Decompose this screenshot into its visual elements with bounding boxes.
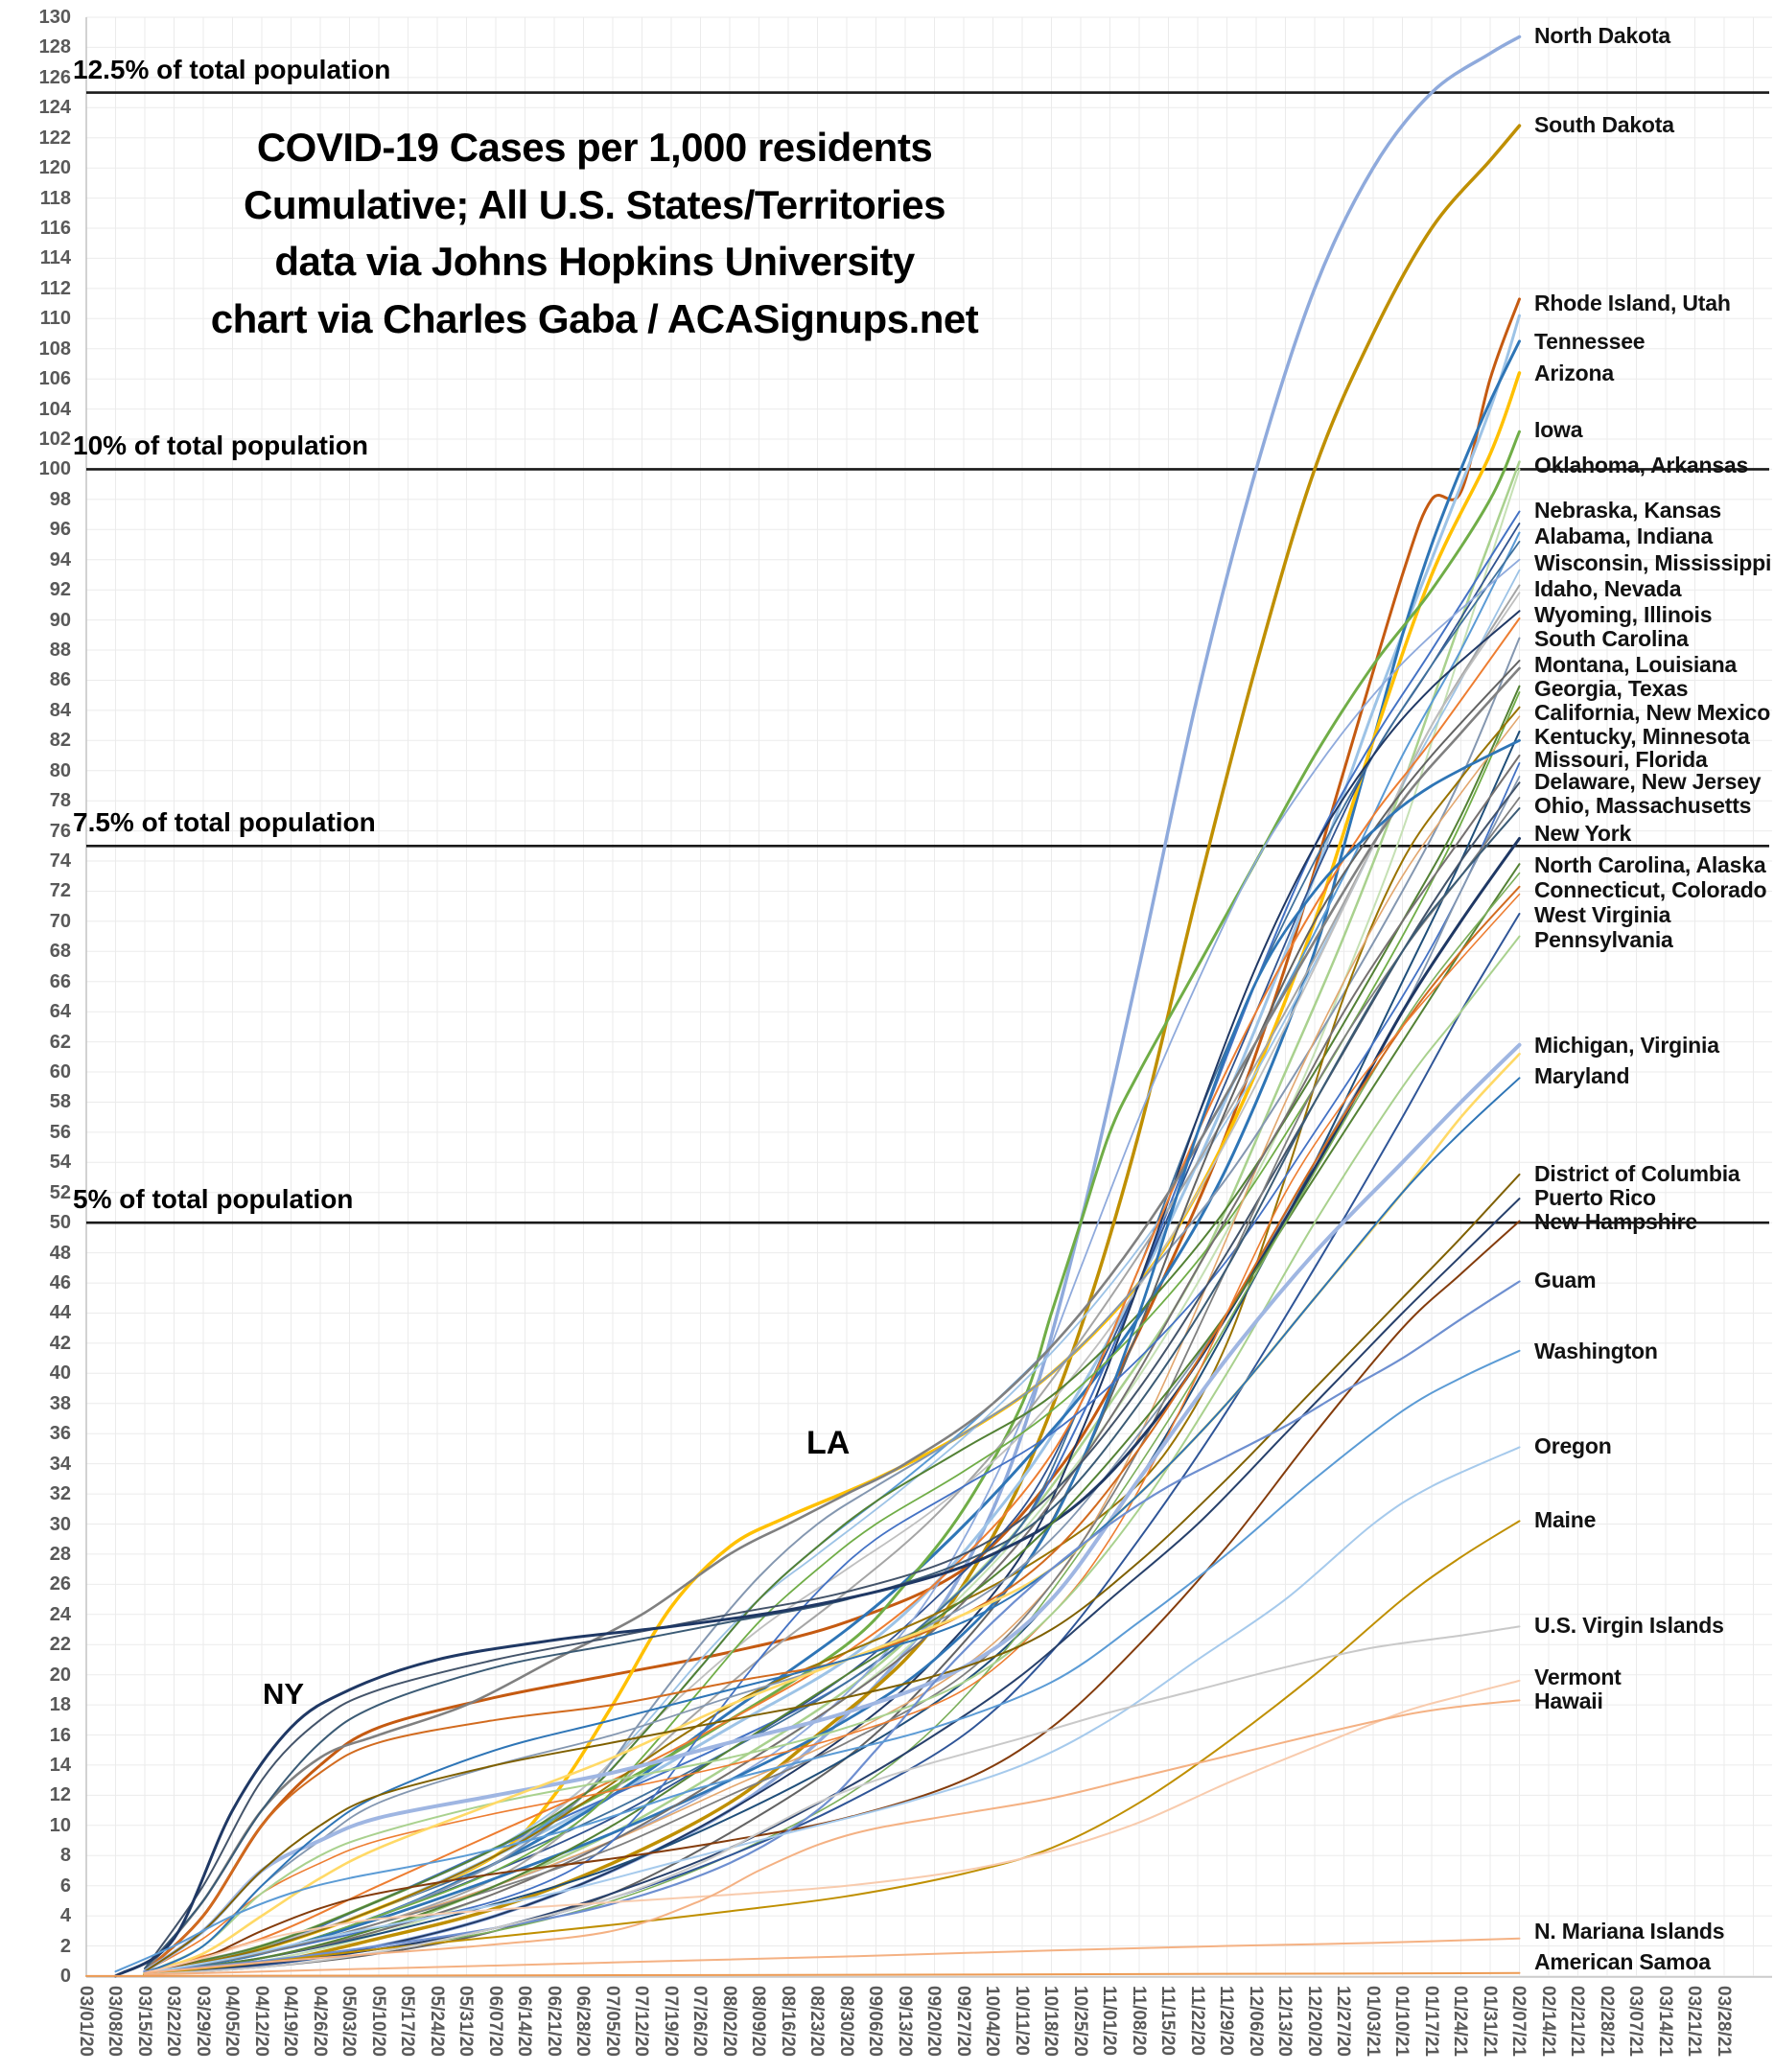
- state-label: Arizona: [1534, 361, 1614, 385]
- x-tick-10/18/20: 10/18/20: [1040, 1986, 1061, 2057]
- y-tick-20: 20: [49, 1665, 71, 1686]
- state-label: Maryland: [1534, 1063, 1630, 1088]
- state-label: Maine: [1534, 1507, 1597, 1532]
- y-tick-34: 34: [49, 1454, 71, 1475]
- state-label: Washington: [1534, 1339, 1658, 1363]
- y-tick-96: 96: [49, 519, 71, 540]
- line-missouri: [145, 756, 1520, 1973]
- x-tick-03/01/20: 03/01/20: [76, 1986, 96, 2057]
- state-label: North Carolina, Alaska: [1534, 852, 1766, 877]
- y-tick-38: 38: [49, 1393, 71, 1414]
- x-tick-03/08/20: 03/08/20: [105, 1986, 125, 2057]
- x-tick-04/12/20: 04/12/20: [251, 1986, 271, 2057]
- annotation-ny: NY: [263, 1677, 305, 1711]
- y-tick-120: 120: [38, 157, 71, 178]
- x-tick-09/13/20: 09/13/20: [895, 1986, 915, 2057]
- state-label: Pennsylvania: [1534, 927, 1673, 952]
- x-tick-10/04/20: 10/04/20: [982, 1986, 1002, 2057]
- reference-label: 10% of total population: [73, 431, 368, 460]
- state-label: Idaho, Nevada: [1534, 576, 1682, 601]
- state-label: Tennessee: [1534, 329, 1646, 354]
- y-tick-64: 64: [49, 1001, 71, 1022]
- x-tick-08/30/20: 08/30/20: [836, 1986, 856, 2057]
- y-tick-44: 44: [49, 1302, 71, 1323]
- y-tick-8: 8: [59, 1845, 71, 1866]
- line-wisconsin: [145, 560, 1520, 1973]
- x-tick-02/14/21: 02/14/21: [1538, 1986, 1558, 2057]
- state-label: Kentucky, Minnesota: [1534, 724, 1750, 749]
- state-label: North Dakota: [1534, 23, 1671, 48]
- chart-title-line-2: Cumulative; All U.S. States/Territories: [243, 181, 946, 227]
- state-label: Hawaii: [1534, 1688, 1603, 1713]
- state-label: Connecticut, Colorado: [1534, 877, 1767, 902]
- y-tick-36: 36: [49, 1423, 71, 1444]
- line-california: [145, 708, 1520, 1973]
- state-label: Missouri, Florida: [1534, 747, 1708, 772]
- y-tick-62: 62: [49, 1032, 71, 1053]
- x-tick-09/27/20: 09/27/20: [953, 1986, 973, 2057]
- y-tick-0: 0: [59, 1966, 71, 1987]
- state-label: Puerto Rico: [1534, 1185, 1656, 1210]
- y-tick-4: 4: [59, 1905, 71, 1926]
- y-tick-52: 52: [49, 1182, 71, 1203]
- y-tick-100: 100: [38, 458, 71, 479]
- y-tick-30: 30: [49, 1514, 71, 1535]
- y-tick-126: 126: [38, 67, 71, 88]
- x-tick-03/14/21: 03/14/21: [1655, 1986, 1675, 2057]
- chart-title-line-1: COVID-19 Cases per 1,000 residents: [256, 125, 933, 170]
- state-label: South Dakota: [1534, 112, 1674, 137]
- state-label: District of Columbia: [1534, 1161, 1740, 1186]
- x-tick-02/07/21: 02/07/21: [1508, 1986, 1529, 2057]
- reference-label: 5% of total population: [73, 1184, 354, 1214]
- state-label: West Virginia: [1534, 902, 1671, 927]
- state-label: Vermont: [1534, 1665, 1622, 1689]
- x-tick-04/19/20: 04/19/20: [280, 1986, 300, 2057]
- x-tick-11/01/20: 11/01/20: [1099, 1986, 1119, 2056]
- x-tick-04/26/20: 04/26/20: [310, 1986, 330, 2057]
- reference-label: 12.5% of total population: [73, 55, 391, 84]
- chart-title-line-3: data via Johns Hopkins University: [274, 239, 915, 285]
- y-tick-104: 104: [38, 399, 71, 420]
- x-tick-06/07/20: 06/07/20: [485, 1986, 505, 2057]
- x-tick-11/08/20: 11/08/20: [1129, 1986, 1149, 2056]
- chart-title: [115, 119, 1074, 348]
- state-label: New York: [1534, 821, 1632, 846]
- y-tick-42: 42: [49, 1333, 71, 1354]
- y-tick-98: 98: [49, 489, 71, 510]
- y-tick-24: 24: [49, 1604, 71, 1625]
- y-tick-28: 28: [49, 1544, 71, 1565]
- y-tick-106: 106: [38, 368, 71, 389]
- x-tick-02/21/21: 02/21/21: [1567, 1986, 1587, 2057]
- x-tick-07/26/20: 07/26/20: [689, 1986, 710, 2057]
- x-tick-08/23/20: 08/23/20: [806, 1986, 827, 2057]
- state-label: Rhode Island, Utah: [1534, 291, 1731, 315]
- y-tick-54: 54: [49, 1152, 71, 1173]
- y-tick-88: 88: [49, 640, 71, 661]
- y-tick-80: 80: [49, 760, 71, 781]
- state-label: Iowa: [1534, 417, 1583, 442]
- state-label: Michigan, Virginia: [1534, 1033, 1719, 1058]
- line-montana: [145, 661, 1520, 1974]
- y-tick-114: 114: [39, 247, 71, 268]
- x-tick-12/27/20: 12/27/20: [1333, 1986, 1353, 2057]
- y-tick-108: 108: [38, 338, 71, 360]
- y-tick-94: 94: [49, 549, 71, 570]
- state-label: Delaware, New Jersey: [1534, 769, 1762, 794]
- y-tick-90: 90: [49, 610, 71, 631]
- y-tick-82: 82: [49, 730, 71, 751]
- y-tick-40: 40: [49, 1362, 71, 1384]
- x-tick-08/16/20: 08/16/20: [778, 1986, 798, 2057]
- y-tick-66: 66: [49, 971, 71, 992]
- line-alaska: [145, 873, 1520, 1973]
- y-tick-86: 86: [49, 669, 71, 690]
- y-tick-72: 72: [49, 880, 71, 901]
- chart-title-line-4: chart via Charles Gaba / ACASignups.net: [210, 295, 979, 341]
- x-tick-05/03/20: 05/03/20: [338, 1986, 359, 2057]
- y-tick-6: 6: [59, 1875, 71, 1897]
- x-tick-03/22/20: 03/22/20: [163, 1986, 183, 2057]
- y-tick-48: 48: [49, 1243, 71, 1264]
- state-label: N. Mariana Islands: [1534, 1919, 1725, 1944]
- line-texas: [145, 692, 1520, 1973]
- state-label: Georgia, Texas: [1534, 676, 1689, 701]
- x-tick-05/31/20: 05/31/20: [455, 1986, 476, 2057]
- state-label: Guam: [1534, 1268, 1597, 1292]
- x-tick-01/10/21: 01/10/21: [1391, 1986, 1412, 2057]
- x-tick-07/12/20: 07/12/20: [631, 1986, 651, 2057]
- state-label: Nebraska, Kansas: [1534, 498, 1721, 523]
- state-label: Wyoming, Illinois: [1534, 602, 1713, 627]
- y-tick-12: 12: [49, 1784, 71, 1805]
- x-tick-10/11/20: 10/11/20: [1012, 1986, 1032, 2056]
- y-tick-70: 70: [49, 911, 71, 932]
- x-tick-01/31/21: 01/31/21: [1480, 1986, 1500, 2057]
- line-district-of-columbia: [145, 1175, 1520, 1971]
- y-tick-68: 68: [49, 941, 71, 962]
- x-tick-03/21/21: 03/21/21: [1684, 1986, 1704, 2057]
- x-tick-04/05/20: 04/05/20: [222, 1986, 242, 2057]
- y-tick-26: 26: [49, 1573, 71, 1595]
- y-tick-14: 14: [49, 1755, 71, 1776]
- x-tick-09/06/20: 09/06/20: [865, 1986, 885, 2057]
- state-label: U.S. Virgin Islands: [1534, 1613, 1724, 1638]
- x-tick-03/07/21: 03/07/21: [1625, 1986, 1646, 2057]
- y-tick-84: 84: [49, 700, 71, 721]
- x-tick-12/06/20: 12/06/20: [1246, 1986, 1266, 2057]
- line-new-mexico: [145, 716, 1520, 1973]
- x-tick-05/24/20: 05/24/20: [427, 1986, 447, 2057]
- line-south-dakota: [145, 126, 1520, 1974]
- annotation-la: LA: [806, 1425, 851, 1461]
- x-tick-10/25/20: 10/25/20: [1070, 1986, 1090, 2057]
- y-tick-112: 112: [39, 278, 71, 299]
- y-tick-74: 74: [49, 850, 71, 872]
- line-oregon: [145, 1447, 1520, 1972]
- y-tick-116: 116: [39, 218, 71, 239]
- x-tick-03/15/20: 03/15/20: [134, 1986, 154, 2057]
- y-tick-122: 122: [38, 128, 71, 149]
- x-tick-06/28/20: 06/28/20: [572, 1986, 593, 2057]
- state-label: Oklahoma, Arkansas: [1534, 453, 1749, 477]
- y-tick-118: 118: [39, 188, 71, 209]
- x-tick-01/03/21: 01/03/21: [1363, 1986, 1383, 2057]
- x-tick-08/09/20: 08/09/20: [748, 1986, 768, 2057]
- y-tick-60: 60: [49, 1061, 71, 1083]
- y-tick-102: 102: [38, 429, 71, 450]
- y-tick-18: 18: [49, 1694, 71, 1715]
- line-massachusetts: [145, 808, 1520, 1968]
- x-tick-12/20/20: 12/20/20: [1304, 1986, 1324, 2057]
- y-tick-92: 92: [49, 579, 71, 600]
- y-tick-22: 22: [49, 1634, 71, 1655]
- x-tick-03/28/21: 03/28/21: [1714, 1986, 1734, 2057]
- x-tick-05/17/20: 05/17/20: [397, 1986, 417, 2057]
- x-tick-11/22/20: 11/22/20: [1187, 1986, 1207, 2056]
- state-label: Wisconsin, Mississippi: [1534, 550, 1772, 575]
- y-tick-10: 10: [49, 1815, 71, 1836]
- x-tick-01/24/21: 01/24/21: [1450, 1986, 1470, 2057]
- x-tick-05/10/20: 05/10/20: [368, 1986, 388, 2057]
- y-tick-32: 32: [49, 1483, 71, 1504]
- x-tick-11/29/20: 11/29/20: [1216, 1986, 1236, 2056]
- x-tick-07/19/20: 07/19/20: [661, 1986, 681, 2057]
- state-label: South Carolina: [1534, 626, 1689, 651]
- state-label: Ohio, Massachusetts: [1534, 793, 1752, 818]
- y-tick-50: 50: [49, 1212, 71, 1233]
- state-label: American Samoa: [1534, 1949, 1711, 1974]
- x-tick-03/29/20: 03/29/20: [193, 1986, 213, 2057]
- reference-label: 7.5% of total population: [73, 807, 376, 837]
- state-label: New Hampshire: [1534, 1209, 1697, 1234]
- x-tick-08/02/20: 08/02/20: [719, 1986, 739, 2057]
- x-tick-06/21/20: 06/21/20: [544, 1986, 564, 2057]
- y-tick-58: 58: [49, 1091, 71, 1112]
- x-tick-02/28/21: 02/28/21: [1597, 1986, 1617, 2057]
- x-tick-09/20/20: 09/20/20: [923, 1986, 944, 2057]
- state-label: California, New Mexico: [1534, 700, 1771, 725]
- y-tick-130: 130: [38, 7, 71, 28]
- y-tick-76: 76: [49, 821, 71, 842]
- y-tick-110: 110: [39, 308, 71, 329]
- y-tick-16: 16: [49, 1725, 71, 1746]
- y-tick-78: 78: [49, 790, 71, 811]
- x-tick-11/15/20: 11/15/20: [1157, 1986, 1178, 2056]
- y-tick-2: 2: [59, 1936, 71, 1957]
- line-kentucky: [145, 732, 1520, 1973]
- x-tick-12/13/20: 12/13/20: [1274, 1986, 1295, 2057]
- line-south-carolina: [145, 639, 1520, 1973]
- x-tick-01/17/21: 01/17/21: [1421, 1986, 1441, 2057]
- x-tick-06/14/20: 06/14/20: [514, 1986, 534, 2057]
- y-tick-56: 56: [49, 1122, 71, 1143]
- state-label: Alabama, Indiana: [1534, 524, 1713, 548]
- y-tick-128: 128: [38, 36, 71, 58]
- line-puerto-rico: [145, 1199, 1520, 1973]
- x-tick-07/05/20: 07/05/20: [602, 1986, 622, 2057]
- y-tick-124: 124: [38, 97, 71, 118]
- y-tick-46: 46: [49, 1272, 71, 1293]
- state-label: Oregon: [1534, 1433, 1612, 1458]
- state-label: Montana, Louisiana: [1534, 652, 1738, 677]
